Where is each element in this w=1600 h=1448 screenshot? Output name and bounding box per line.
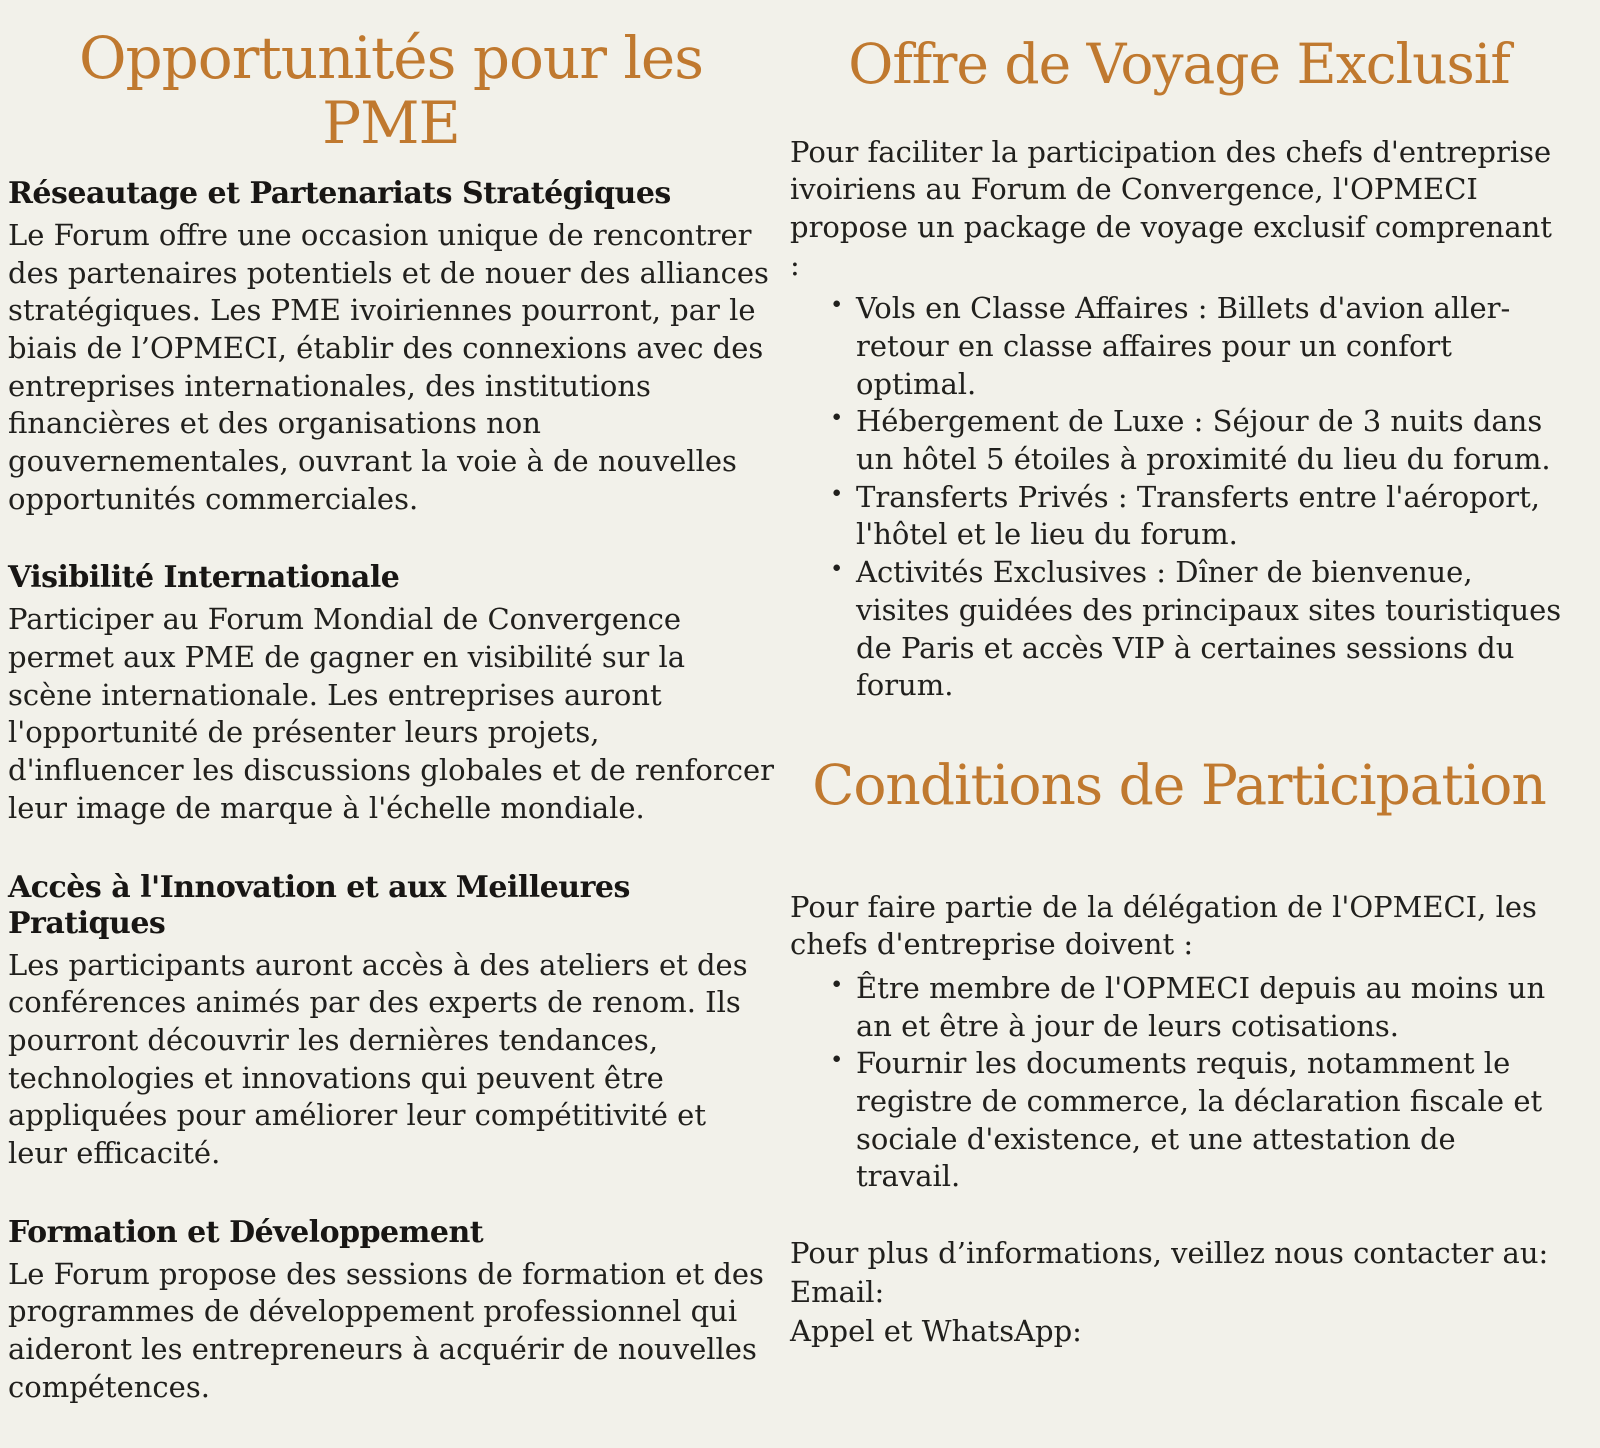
offer-title: Offre de Voyage Exclusif	[848, 32, 1510, 96]
offer-intro: Pour faciliter la participation des chefs d'entreprise ivoiriens au Forum de Convergence, l'OPMECI propose un package de voyage exclusif comprenant :	[790, 134, 1552, 282]
conditions-bullet-membership: • Être membre de l'OPMECI depuis au moins un an et être à jour de leurs cotisations.	[830, 970, 1568, 1045]
left-column-title: Opportunités pour les PME	[78, 24, 704, 157]
conditions-intro: Pour faire partie de la délégation de l'OPMECI, les chefs d'entreprise doivent :	[790, 889, 1537, 962]
offer-bullet-flights: • Vols en Classe Affaires : Billets d'avion aller-retour en classe affaires pour un confort optimal.	[830, 290, 1568, 403]
section-body-reseautage: Le Forum offre une occasion unique de rencontrer des partenaires potentiels et de nouer des alliances stratégiques. Les PME ivoiriennes pourront, par le biais de l’OPMECI, établir des connexions avec des entreprises internationales, des institutions financières et des organisations non gouvernementales, ouvrant la voie à de nouvelles opportunités commerciales.	[8, 217, 769, 516]
section-visibilite	[8, 560, 774, 827]
section-heading-formation: Formation et Développement	[8, 1214, 484, 1250]
section-innovation	[8, 870, 774, 1173]
offer-bullet-transfers: • Transferts Privés : Transferts entre l'aéroport, l'hôtel et le lieu du forum.	[830, 479, 1568, 554]
section-formation	[8, 1215, 774, 1407]
right-column	[790, 34, 1568, 1351]
section-body-visibilite: Participer au Forum Mondial de Convergence permet aux PME de gagner en visibilité sur la scène internationale. Les entreprises auront l'opportunité de présenter leurs projets, d'influencer les discussions globales et de renforcer leur image de marque à l'échelle mondiale.	[8, 602, 774, 825]
section-heading-reseautage: Réseautage et Partenariats Stratégiques	[8, 175, 671, 211]
section-heading-visibilite: Visibilité Internationale	[8, 560, 400, 596]
offer-bullet-hotel: • Hébergement de Luxe : Séjour de 3 nuits dans un hôtel 5 étoiles à proximité du lieu du forum.	[830, 403, 1568, 478]
contact-info-line: Pour plus d’informations, veillez nous contacter au:	[790, 1236, 1549, 1270]
section-reseautage	[8, 176, 774, 519]
left-column	[8, 26, 774, 1448]
contact-email-label: Email:	[790, 1275, 885, 1310]
contact-block	[790, 1234, 1568, 1351]
contact-phone-label: Appel et WhatsApp:	[790, 1314, 1082, 1349]
conditions-bullet-list	[790, 970, 1568, 1196]
section-heading-innovation: Accès à l'Innovation et aux Meilleures Pratiques	[8, 869, 630, 941]
offer-bullet-list	[790, 290, 1568, 705]
conditions-bullet-documents: • Fournir les documents requis, notamment le registre de commerce, la déclaration fiscale et sociale d'existence, et une attestation de travail.	[830, 1045, 1568, 1196]
section-body-formation: Le Forum propose des sessions de formation et des programmes de développement professionnel qui aideront les entrepreneurs à acquérir de nouvelles compétences.	[8, 1256, 764, 1404]
section-body-innovation: Les participants auront accès à des ateliers et des conférences animés par des experts de renom. Ils pourront découvrir les dernières tendances, technologies et innovations qui peuvent être appliquées pour améliorer leur compétitivité et leur efficacité.	[8, 947, 748, 1170]
conditions-title: Conditions de Participation	[812, 752, 1546, 817]
offer-bullet-activities: • Activités Exclusives : Dîner de bienvenue, visites guidées des principaux sites touristiques de Paris et accès VIP à certaines sessions du forum.	[830, 554, 1568, 705]
